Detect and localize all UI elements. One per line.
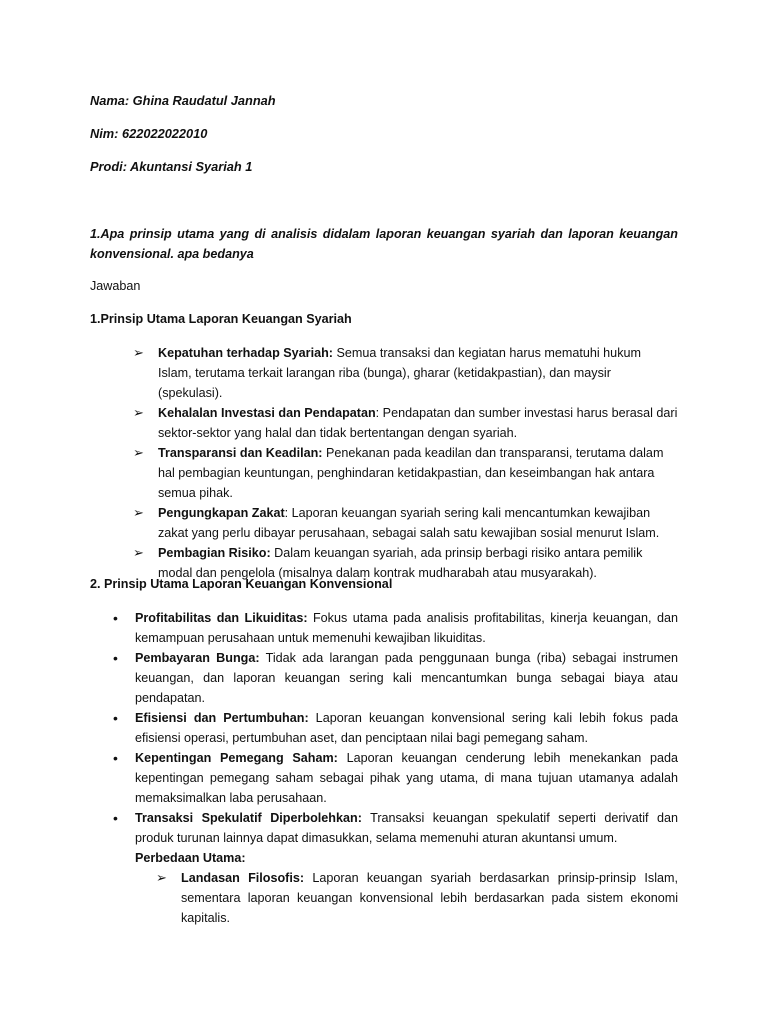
section1-title: 1.Prinsip Utama Laporan Keuangan Syariah	[90, 312, 352, 326]
section2-list	[113, 608, 679, 848]
bullet-dot-icon: •	[113, 610, 118, 626]
list-item: • Pembayaran Bunga: Tidak ada larangan pada penggunaan bunga (riba) sebagai instrumen keuangan, dan laporan keuangan sering kali mencantumkan bunga sebagai biaya atau pendapatan.	[113, 650, 678, 705]
arrow-bullet-icon: ➢	[133, 505, 144, 520]
arrow-bullet-icon: ➢	[133, 545, 144, 560]
arrow-bullet-icon: ➢	[133, 445, 144, 460]
differences-title: Perbedaan Utama:	[135, 851, 246, 865]
list-item: • Transaksi Spekulatif Diperbolehkan: Transaksi keuangan spekulatif seperti derivatif dan produk turunan lainnya dapat dimasukkan, selama memenuhi aturan akuntansi umum.	[113, 810, 678, 845]
list-item: • Kepentingan Pemegang Saham: Laporan keuangan cenderung lebih menekankan pada kepentingan pemegang saham sebagai pihak yang utama, di mana tujuan utamanya adalah memaksimalkan laba perusahaan.	[113, 750, 678, 805]
bullet-dot-icon: •	[113, 650, 118, 666]
question-text: 1.Apa prinsip utama yang di analisis didalam laporan keuangan syariah dan laporan keuangan konvensional. apa bedanya	[90, 227, 678, 261]
section1-list	[133, 343, 678, 583]
list-item: ➢ Transparansi dan Keadilan: Penekanan pada keadilan dan transparansi, terutama dalam hal pembagian keuntungan, penghindaran ketidakpastian, dan keseimbangan hak antara semua pihak.	[133, 445, 664, 500]
bullet-dot-icon: •	[113, 710, 118, 726]
list-item: ➢ Landasan Filosofis: Laporan keuangan syariah berdasarkan prinsip-prinsip Islam, sementara laporan keuangan konvensional lebih berdasarkan pada sistem ekonomi kapitalis.	[156, 870, 678, 925]
differences-list	[156, 868, 678, 928]
arrow-bullet-icon: ➢	[133, 345, 144, 360]
list-item: ➢ Kepatuhan terhadap Syariah: Semua transaksi dan kegiatan harus mematuhi hukum Islam, terutama terkait larangan riba (bunga), gharar (ketidakpastian), dan maysir (spekulasi).	[133, 345, 641, 400]
list-item: • Efisiensi dan Pertumbuhan: Laporan keuangan konvensional sering kali lebih fokus pada efisiensi operasi, pertumbuhan aset, dan penciptaan nilai bagi pemegang saham.	[113, 710, 678, 745]
arrow-bullet-icon: ➢	[133, 405, 144, 420]
list-item: ➢ Pembagian Risiko: Dalam keuangan syariah, ada prinsip berbagi risiko antara pemilik modal dan pengelola (misalnya dalam kontrak mudharabah atau musyarakah).	[133, 545, 643, 580]
section2-title: 2. Prinsip Utama Laporan Keuangan Konvensional	[90, 577, 393, 591]
answer-label: Jawaban	[90, 279, 141, 293]
list-item: • Profitabilitas dan Likuiditas: Fokus utama pada analisis profitabilitas, kinerja keuangan, dan kemampuan perusahaan untuk memenuhi kewajiban likuiditas.	[113, 610, 679, 645]
student-nim: Nim: 622022022010	[90, 126, 208, 141]
arrow-bullet-icon: ➢	[156, 870, 167, 885]
student-name: Nama: Ghina Raudatul Jannah	[90, 93, 276, 108]
bullet-dot-icon: •	[113, 750, 118, 766]
list-item: ➢ Kehalalan Investasi dan Pendapatan: Pendapatan dan sumber investasi harus berasal dari sektor-sektor yang halal dan tidak bertentangan dengan syariah.	[133, 405, 678, 440]
student-prodi: Prodi: Akuntansi Syariah 1	[90, 159, 253, 174]
list-item: ➢ Pengungkapan Zakat: Laporan keuangan syariah sering kali mencantumkan kewajiban zakat yang perlu dibayar perusahaan, sebagai salah satu kewajiban sosial menurut Islam.	[133, 505, 660, 540]
bullet-dot-icon: •	[113, 810, 118, 826]
